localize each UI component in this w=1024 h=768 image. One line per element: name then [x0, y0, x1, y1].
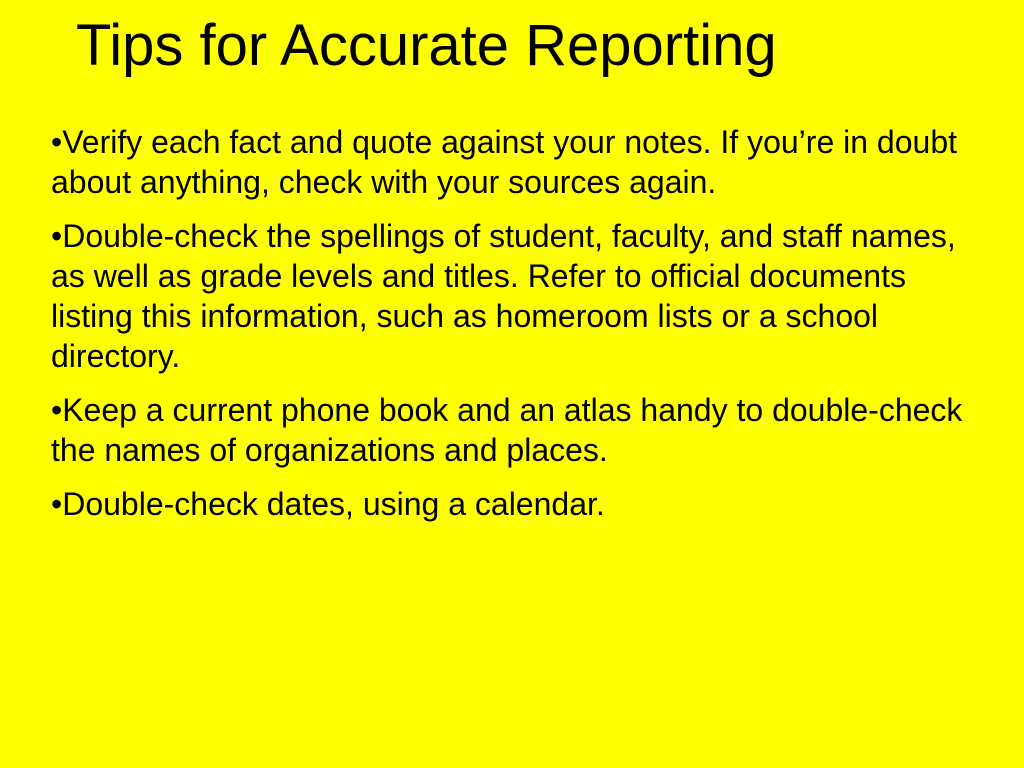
bullet-item: •Keep a current phone book and an atlas handy to double-check the names of organizations and places.: [51, 392, 963, 468]
bullet-item: •Verify each fact and quote against your notes. If you’re in doubt about anything, check with your sources again.: [51, 124, 957, 200]
bullet-item: •Double-check the spellings of student, faculty, and staff names, as well as grade levels and titles. Refer to official documents listing this information, such as homeroom lists or a school directory.: [51, 218, 956, 374]
bullet-list: [51, 122, 981, 538]
slide-title: Tips for Accurate Reporting: [76, 13, 777, 78]
bullet-item: •Double-check dates, using a calendar.: [51, 486, 605, 522]
